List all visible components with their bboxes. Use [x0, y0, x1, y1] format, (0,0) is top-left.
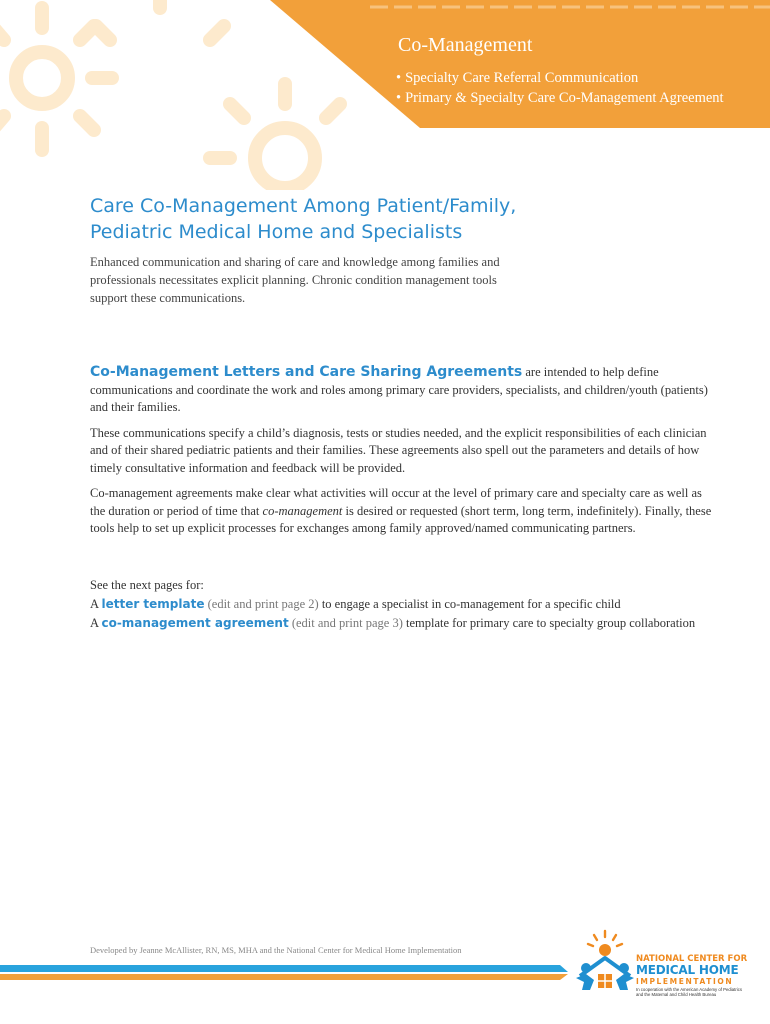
page-title-line-1: Care Co-Management Among Patient/Family,	[90, 195, 517, 217]
paragraph-text: are intended to help define communications and coordinate the work and roles among primary care providers, specialists, and children/youth (patients) and their families.	[90, 365, 708, 414]
line-prefix: A	[90, 597, 102, 611]
paragraph-agreements	[90, 485, 712, 538]
paragraph-text: Co-management agreements make clear what activities will occur at the level of primary care and specialty care as well as the duration or period of time that	[90, 486, 702, 518]
bullet: •	[396, 90, 402, 106]
page-title-line-2: Pediatric Medical Home and Specialists	[90, 221, 463, 243]
logo-cooperation-line-1: In cooperation with the American Academy of Pediatrics	[636, 987, 743, 992]
line-text: to engage a specialist in co-management for a specific child	[318, 597, 621, 611]
paragraph-communications: These communications specify a child’s diagnosis, tests or studies needed, and the explicit responsibilities of each clinician and of their shared pediatric patients and their families. These agreements also spell out the parameters and details of how timely consultative information and feedback will be provided.	[90, 425, 707, 475]
page-title	[90, 193, 610, 245]
logo-line-2: MEDICAL HOME	[636, 963, 739, 977]
see-next-pages	[90, 576, 730, 633]
page-reference: (edit and print page 3)	[288, 616, 403, 630]
logo-cooperation-line-2: and the Maternal and Child Health Bureau	[636, 992, 717, 997]
banner-item-label: Specialty Care Referral Communication	[405, 70, 639, 86]
letter-template-line	[90, 595, 730, 614]
footer-credit: Developed by Jeanne McAllister, RN, MS, MHA and the National Center for Medical Home Implementation	[90, 945, 462, 955]
see-next-intro: See the next pages for:	[90, 578, 204, 592]
intro-paragraph: Enhanced communication and sharing of care and knowledge among families and professionals necessitates explicit planning. Chronic condition management tools support these communications.	[90, 255, 500, 305]
lead-phrase: Co-Management Letters and Care Sharing Agreements	[90, 364, 523, 380]
header-banner	[0, 0, 770, 130]
banner-item-label: Primary & Specialty Care Co-Management Agreement	[405, 90, 724, 106]
logo-line-3: IMPLEMENTATION	[636, 977, 734, 986]
paragraph-co-management-letters	[90, 364, 712, 417]
footer-stripes	[0, 960, 600, 982]
nchmi-logo	[572, 928, 758, 1010]
letter-template-link[interactable]: letter template	[101, 597, 205, 611]
bullet: •	[396, 70, 402, 86]
co-management-agreement-link[interactable]: co-management agreement	[101, 616, 289, 630]
body-section	[90, 364, 712, 546]
banner-title: Co-Management	[398, 34, 533, 56]
agreement-template-line	[90, 614, 730, 633]
banner-list	[396, 68, 724, 108]
logo-line-1: NATIONAL CENTER FOR	[636, 954, 748, 964]
page-reference: (edit and print page 2)	[204, 597, 319, 611]
logo-text	[636, 954, 758, 997]
banner-item-agreement	[396, 88, 724, 108]
emphasis-text: co-management	[262, 503, 343, 518]
medical-home-logo-icon	[572, 928, 638, 1004]
line-text: template for primary care to specialty group collaboration	[402, 616, 696, 630]
line-prefix: A	[90, 616, 102, 630]
banner-item-referral	[396, 68, 724, 88]
paragraph-text: is desired or requested (short term, long term, indefinitely). Finally, these tools help to set up explicit processes for exchanges among family approved/named communicating partners.	[90, 503, 712, 535]
